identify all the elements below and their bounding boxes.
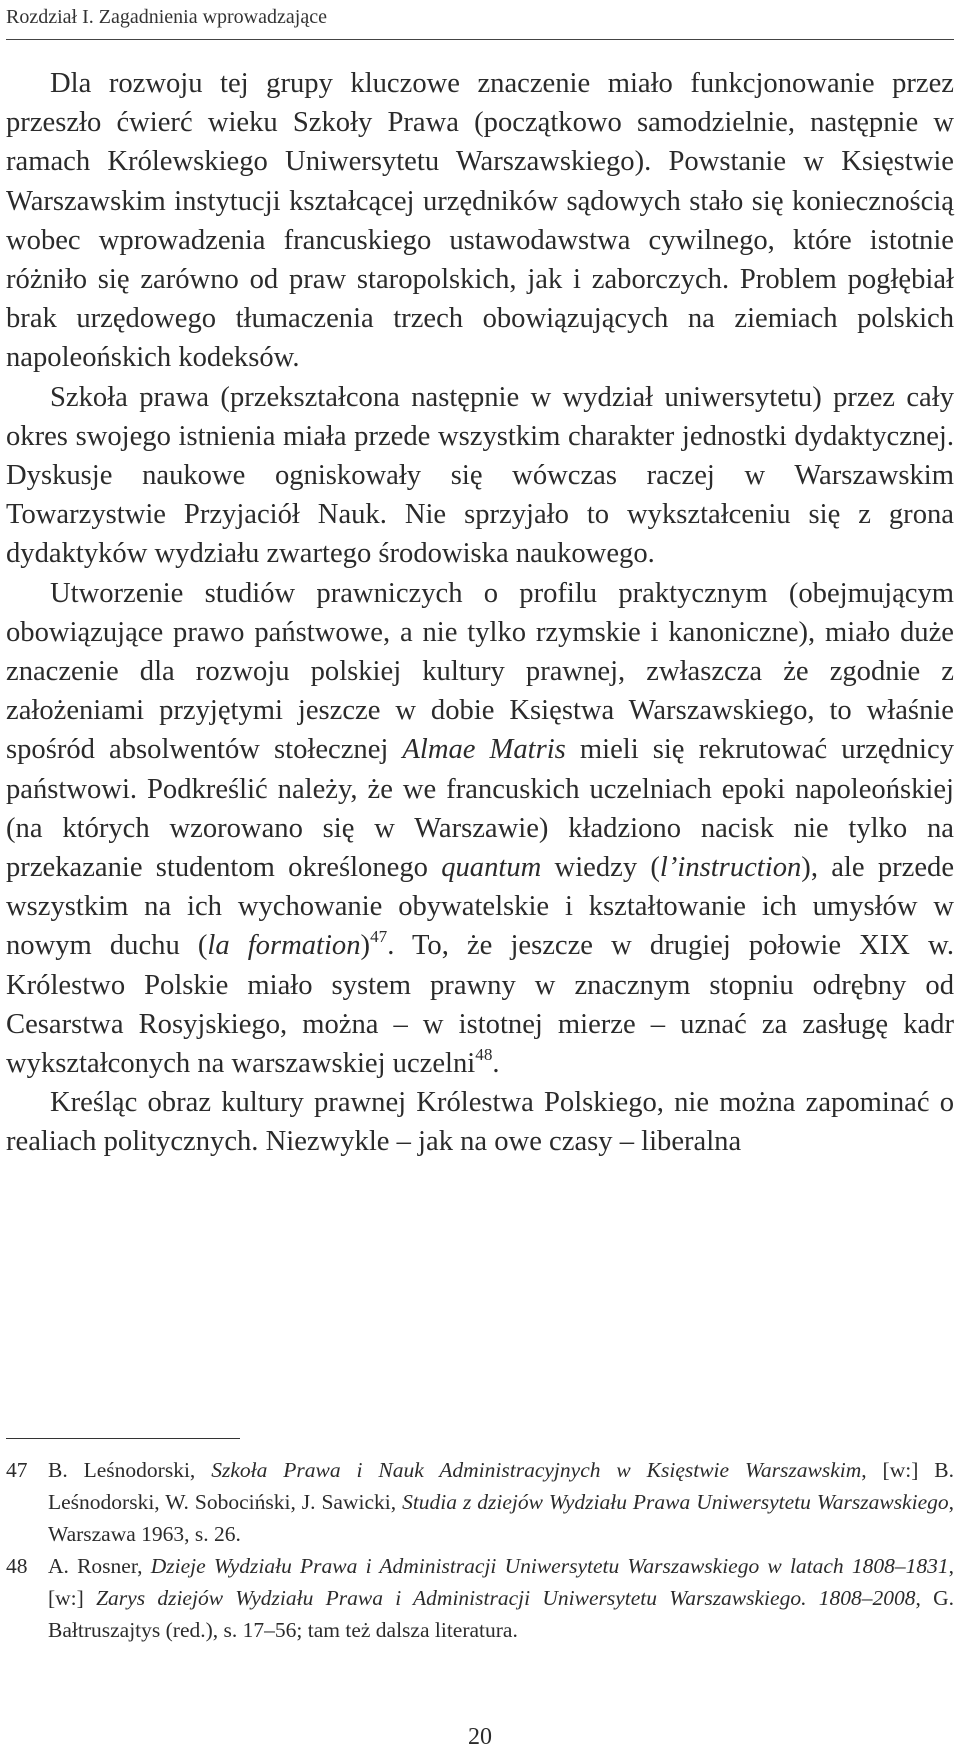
italic-term: la formation xyxy=(207,930,361,962)
paragraph-3 xyxy=(6,574,954,1084)
footnote-number: 47 xyxy=(6,1458,28,1482)
text-run: , G. Bałtruszajtys (red.), s. 17–56; tam też dalsza literatura. xyxy=(48,1586,955,1642)
footnote-ref-47[interactable]: 47 xyxy=(370,927,388,947)
text-run: A. Rosner, xyxy=(48,1554,151,1578)
text-run: . To, że jeszcze w drugiej połowie XIX w. Królestwo Polskie miało system prawny w znacznym stopniu odrębny od Cesarstwa Rosyjskiego, można – w istotnej mierze – uznać za zasługę kadr wykształconych na warszawskiej uczelni xyxy=(6,930,955,1080)
footnote-number: 48 xyxy=(6,1554,28,1578)
text-run: mieli się rekrutować urzędnicy państwowi. Podkreślić należy, że we francuskich uczelniach epoki napoleońskiej (na których wzorowano się w Warszawie) kładziono nacisk nie tylko na przekazanie studentom określonego xyxy=(6,734,954,884)
footnote-text xyxy=(48,1454,954,1550)
text-run: ) xyxy=(360,930,371,962)
text-run: wiedzy ( xyxy=(541,852,660,884)
text-run: , [w:] B. Leśnodorski, W. Sobociński, J. Sawicki, xyxy=(48,1458,954,1514)
footnote-47 xyxy=(6,1454,954,1550)
italic-term: Almae Matris xyxy=(402,734,566,766)
paragraph-4: Kreśląc obraz kultury prawnej Królestwa Polskiego, nie można zapominać o realiach politycznych. Niezwykle – jak na owe czasy – liberalna xyxy=(6,1087,954,1158)
header-rule xyxy=(6,39,954,40)
text-run: B. Leśnodorski, xyxy=(48,1458,212,1482)
paragraph-1: Dla rozwoju tej grupy kluczowe znaczenie miało funkcjonowanie przez przeszło ćwierć wieku Szkoły Prawa (początkowo samodzielnie, następnie w ramach Królewskiego Uniwersytetu Warszawskiego). Powstanie w Księstwie Warszawskim instytucji kształcącej urzędników sądowych stało się koniecznością wobec wprowadzenia francuskiego ustawodawstwa cywilnego, które istotnie różniło się zarówno od praw staropolskich, jak i zaborczych. Problem pogłębiał brak urzędowego tłumaczenia trzech obowiązujących na ziemiach polskich napoleońskich kodeksów. xyxy=(6,68,954,374)
main-text xyxy=(6,64,954,1162)
page-number: 20 xyxy=(468,1724,492,1750)
italic-title: Zarys dziejów Wydziału Prawa i Administracji Uniwersytetu Warszawskiego. 1808–2008 xyxy=(96,1586,916,1610)
italic-title: Studia z dziejów Wydziału Prawa Uniwersytetu Warszawskiego xyxy=(402,1490,949,1514)
footnote-text xyxy=(48,1550,954,1646)
footnote-rule xyxy=(6,1438,240,1439)
text-run: , [w:] xyxy=(48,1554,954,1610)
footnote-ref-48[interactable]: 48 xyxy=(475,1045,493,1065)
italic-term: l’instruction xyxy=(659,852,802,884)
italic-title: Szkoła Prawa i Nauk Administracyjnych w Księstwie Warszawskim xyxy=(211,1458,862,1482)
text-run: Utworzenie studiów prawniczych o profilu praktycznym (obejmującym obowiązujące prawo państwowe, a nie tylko rzymskie i kanoniczne), miało duże znaczenie dla rozwoju polskiej kultury prawnej, zwłaszcza że zgodnie z założeniami przyjętymi jeszcze w dobie Księstwa Warszawskiego, to właśnie spośród absolwentów stołecznej xyxy=(6,577,954,766)
text-run: ), ale przede wszystkim na ich wychowanie obywatelskie i kształtowanie ich umysłów w nowym duchu ( xyxy=(6,852,955,962)
text-run: . xyxy=(492,1048,500,1080)
footnotes xyxy=(6,1454,954,1646)
italic-title: Dzieje Wydziału Prawa i Administracji Uniwersytetu Warszawskiego w latach 1808–1831 xyxy=(150,1554,949,1578)
footnote-48 xyxy=(6,1550,954,1646)
italic-term: quantum xyxy=(441,852,542,884)
running-header: Rozdział I. Zagadnienia wprowadzające xyxy=(6,6,327,28)
text-run: , Warszawa 1963, s. 26. xyxy=(48,1490,954,1546)
paragraph-2: Szkoła prawa (przekształcona następnie w wydział uniwersytetu) przez cały okres swojego istnienia miała przede wszystkim charakter jednostki dydaktycznej. Dyskusje naukowe ogniskowały się wówczas raczej w Warszawskim Towarzystwie Przyjaciół Nauk. Nie sprzyjało to wykształceniu się z grona dydaktyków wydziału zwartego środowiska naukowego. xyxy=(6,381,954,570)
